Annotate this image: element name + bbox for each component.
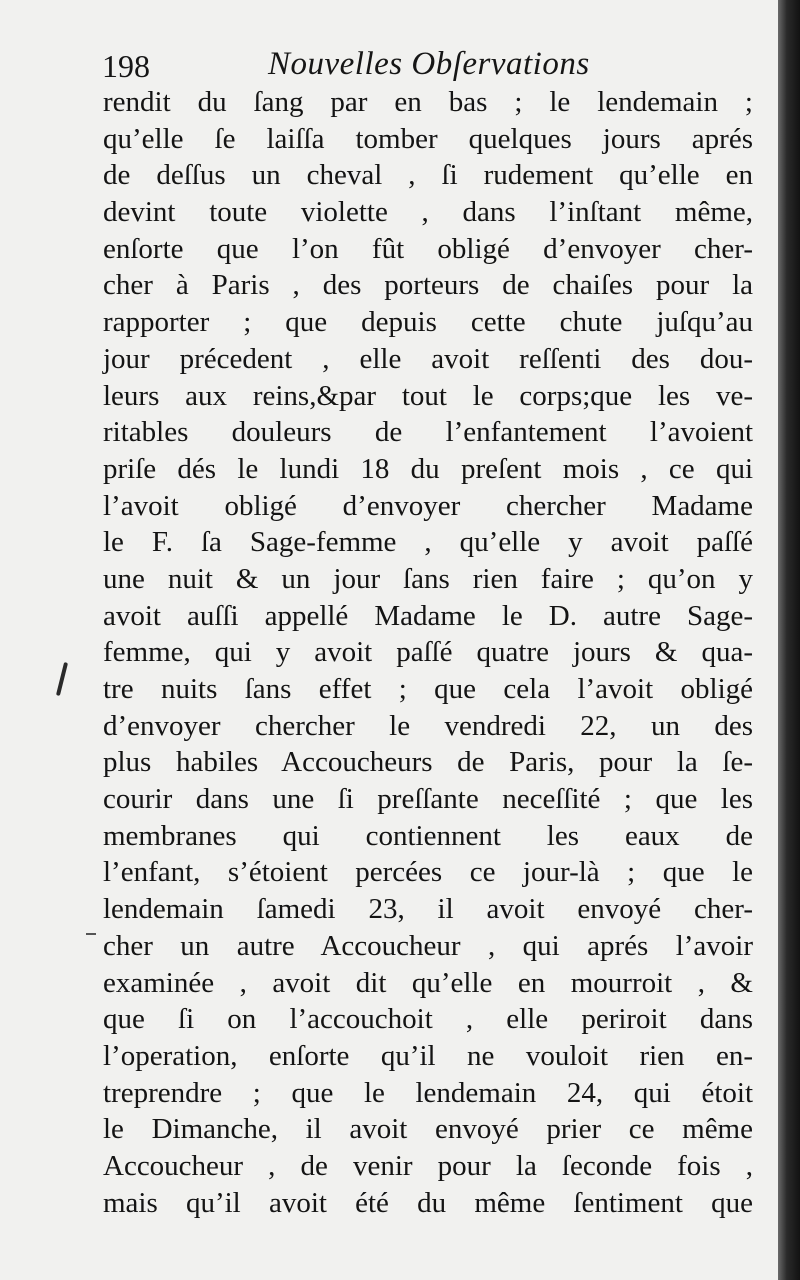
text-line: le Dimanche, il avoit envoyé prier ce même	[103, 1113, 753, 1146]
page-header	[100, 40, 760, 90]
text-line: rendit du ſang par en bas ; le lendemain ;	[103, 86, 753, 118]
text-line: que ſi on l’accouchoit , elle periroit dans	[103, 1003, 753, 1036]
text-line: d’envoyer chercher le vendredi 22, un des	[103, 709, 753, 742]
text-line: cher un autre Accoucheur , qui aprés l’avoir	[103, 929, 753, 962]
text-line: ritables douleurs de l’enfantement l’avoient	[103, 416, 753, 449]
margin-mark	[56, 662, 68, 696]
text-line: membranes qui contiennent les eaux de	[103, 819, 753, 852]
text-line: leurs aux reins,&par tout le corps;que les ve-	[103, 379, 753, 412]
text-line: femme, qui y avoit paſſé quatre jours & qua-	[103, 636, 753, 669]
page-number: 198	[102, 48, 150, 84]
text-line: qu’elle ſe laiſſa tomber quelques jours aprés	[103, 122, 753, 155]
text-line: enſorte que l’on fût obligé d’envoyer cher-	[103, 232, 753, 265]
text-line: priſe dés le lundi 18 du preſent mois , ce qui	[103, 452, 753, 485]
text-line: cher à Paris , des porteurs de chaiſes pour la	[103, 269, 753, 302]
text-line: courir dans une ſi preſſante neceſſité ; que les	[103, 783, 753, 816]
text-line: avoit auſſi appellé Madame le D. autre Sage-	[103, 599, 753, 632]
text-line: l’avoit obligé d’envoyer chercher Madame	[103, 489, 753, 522]
text-line: devint toute violette , dans l’inſtant même,	[103, 196, 753, 229]
text-line: le F. ſa Sage-femme , qu’elle y avoit paſſé	[103, 526, 753, 559]
page-edge-shadow	[778, 0, 800, 1280]
body-text	[103, 84, 753, 1221]
text-line: jour précedent , elle avoit reſſenti des dou-	[103, 342, 753, 375]
text-line: Accoucheur , de venir pour la ſeconde fois ,	[103, 1149, 753, 1182]
text-line: mais qu’il avoit été du même ſentiment que	[103, 1186, 753, 1219]
text-line: treprendre ; que le lendemain 24, qui étoit	[103, 1076, 753, 1109]
text-line: une nuit & un jour ſans rien faire ; qu’on y	[103, 562, 753, 595]
text-line: plus habiles Accoucheurs de Paris, pour la ſe-	[103, 746, 753, 779]
running-title: Nouvelles Obſervations	[268, 46, 590, 82]
text-line: rapporter ; que depuis cette chute juſqu’au	[103, 306, 753, 339]
text-line: tre nuits ſans effet ; que cela l’avoit obligé	[103, 673, 753, 705]
text-line: de deſſus un cheval , ſi rudement qu’elle en	[103, 159, 753, 192]
text-line: l’operation, enſorte qu’il ne vouloit rien en-	[103, 1039, 753, 1072]
margin-dash	[86, 933, 96, 935]
text-line: l’enfant, s’étoient percées ce jour-là ; que le	[103, 856, 753, 889]
text-line: lendemain ſamedi 23, il avoit envoyé cher-	[103, 893, 753, 926]
text-line: examinée , avoit dit qu’elle en mourroit , &	[103, 966, 753, 999]
